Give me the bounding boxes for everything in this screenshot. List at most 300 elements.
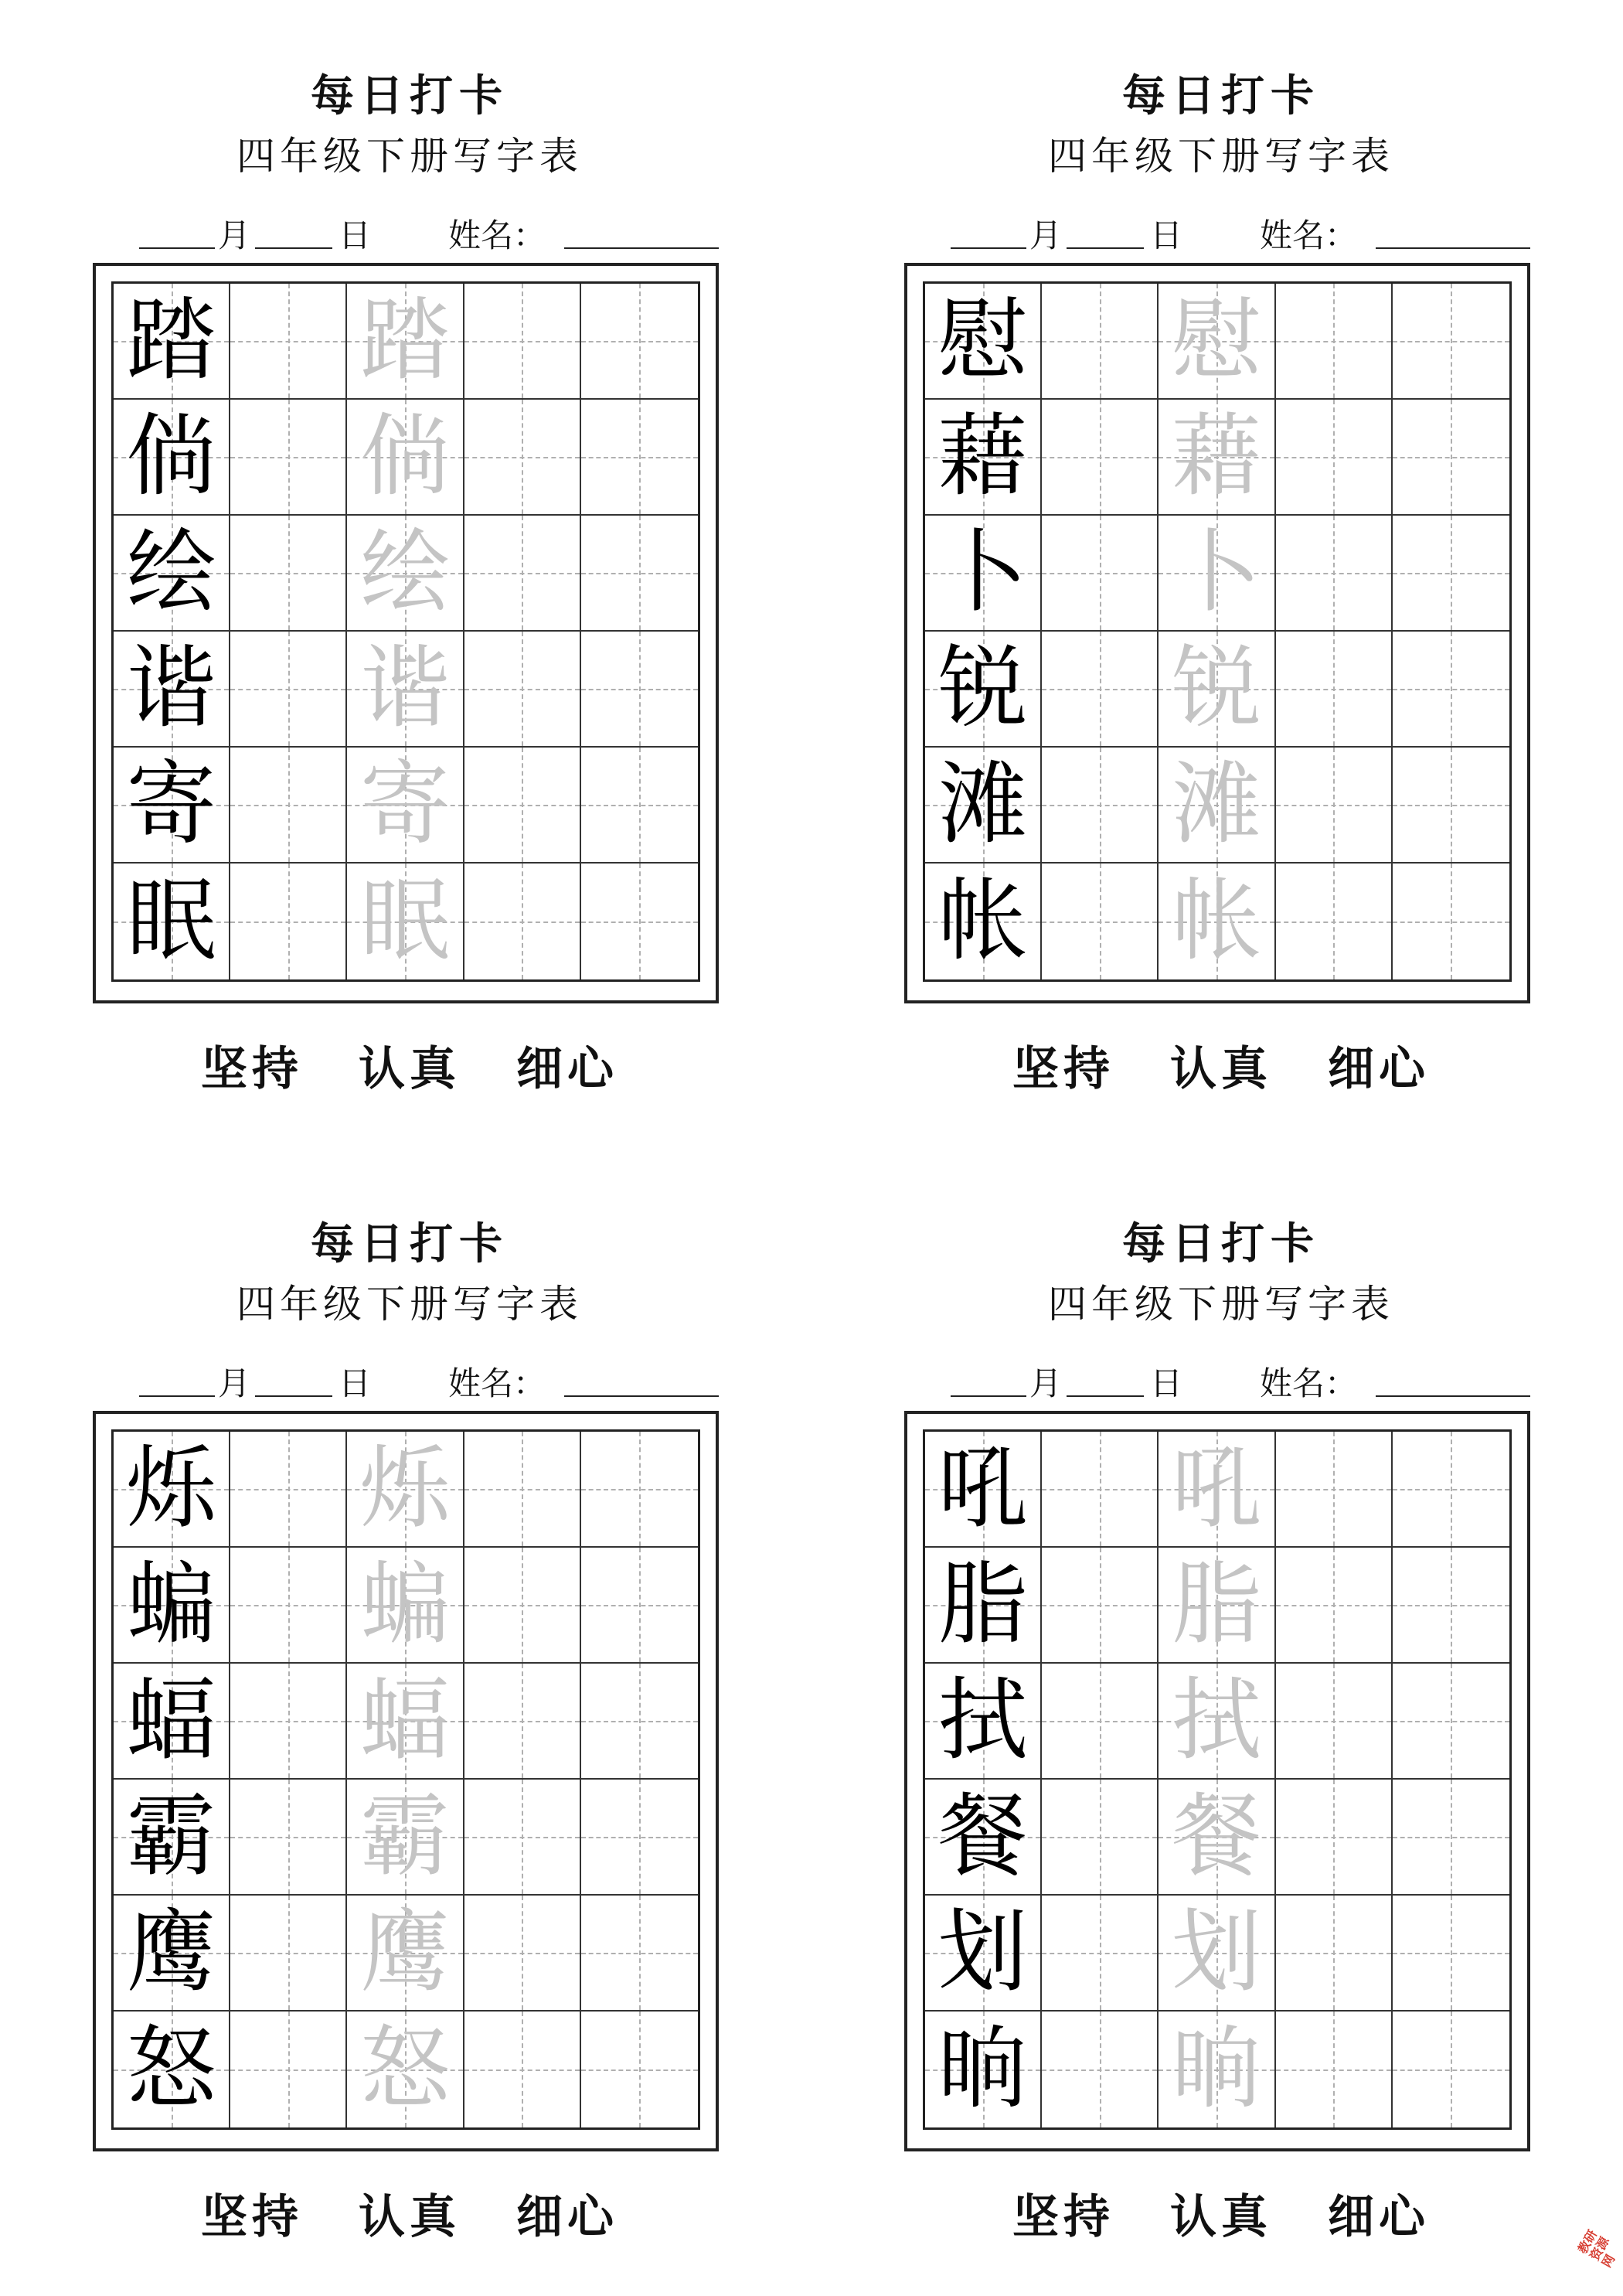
grid-cell[interactable] [1159,632,1275,748]
month-blank[interactable] [951,1358,1026,1397]
cell-guide-horizontal [1393,2069,1509,2071]
month-label: 月 [1029,1364,1063,1402]
grid-cell[interactable] [347,1432,464,1548]
card-subtitle: 四年级下册写字表 [1048,134,1394,179]
grid-cell[interactable] [925,2012,1042,2127]
cell-guide-horizontal [1276,805,1391,806]
model-character: 晌 [937,2017,1028,2121]
grid-cell[interactable] [347,2012,464,2127]
grid-cell[interactable] [1159,1664,1275,1780]
grid-cell[interactable] [581,2012,698,2127]
cell-guide-horizontal [1393,1605,1509,1606]
month-label: 月 [1029,216,1063,254]
practice-grid [111,1429,700,2130]
footer-motto: 坚持 [201,2190,303,2244]
trace-character: 鹰 [359,1900,450,2005]
grid-cell[interactable] [230,516,347,632]
grid-cell[interactable] [925,632,1042,748]
trace-character: 晌 [1171,2017,1261,2121]
grid-cell[interactable] [114,1780,230,1896]
grid-cell[interactable] [1393,748,1509,864]
footer-motto: 细心 [1328,2190,1430,2244]
model-character: 踏 [126,288,216,393]
trace-character: 霸 [359,1784,450,1889]
grid-cell[interactable] [1393,1896,1509,2012]
trace-character: 卜 [1171,520,1261,625]
grid-cell[interactable] [1276,516,1393,632]
grid-cell[interactable] [230,1780,347,1896]
grid-cell[interactable] [114,284,230,400]
card-title: 每日打卡 [1122,70,1320,121]
model-character: 划 [937,1900,1028,2005]
cell-guide-horizontal [464,805,580,806]
grid-cell[interactable] [1276,748,1393,864]
cell-guide-horizontal [1393,921,1509,923]
grid-cell[interactable] [114,748,230,864]
grid-cell[interactable] [1276,1780,1393,1896]
trace-character: 帐 [1171,869,1261,973]
cell-guide-horizontal [1393,1721,1509,1722]
grid-cell[interactable] [347,748,464,864]
grid-cell[interactable] [464,400,581,516]
footer-motto: 认真 [359,2190,461,2244]
model-character: 吼 [937,1436,1028,1541]
cell-guide-horizontal [1276,921,1391,923]
watermark-stamp: 教研资源网 [1574,2227,1618,2270]
trace-character: 滩 [1171,752,1261,857]
cell-guide-horizontal [581,805,698,806]
grid-frame [904,1411,1530,2151]
date-name-row [904,210,1538,257]
footer-motto: 细心 [516,2190,618,2244]
grid-cell[interactable] [581,1896,698,2012]
trace-character: 脂 [1171,1552,1261,1657]
cell-guide-horizontal [581,457,698,458]
footer-motto: 坚持 [1012,2190,1114,2244]
grid-cell[interactable] [347,516,464,632]
grid-cell[interactable] [581,748,698,864]
cell-guide-horizontal [1042,2069,1157,2071]
trace-character: 餐 [1171,1784,1261,1889]
cell-guide-horizontal [1276,2069,1391,2071]
grid-cell[interactable] [1276,864,1393,979]
grid-cell[interactable] [347,284,464,400]
day-blank[interactable] [1067,210,1144,249]
grid-cell[interactable] [1276,2012,1393,2127]
grid-cell[interactable] [114,1664,230,1780]
day-label: 日 [339,216,372,254]
grid-cell[interactable] [581,1780,698,1896]
grid-cell[interactable] [925,516,1042,632]
card-subtitle: 四年级下册写字表 [236,1282,583,1327]
grid-cell[interactable] [1042,1780,1159,1896]
grid-cell[interactable] [347,1896,464,2012]
month-label: 月 [218,216,251,254]
cell-guide-horizontal [581,1721,698,1722]
cell-guide-horizontal [1393,1953,1509,1954]
trace-character: 锐 [1171,636,1261,741]
grid-frame [93,263,719,1003]
trace-character: 蝠 [359,1668,450,1773]
cell-guide-horizontal [464,1953,580,1954]
grid-cell[interactable] [1393,1664,1509,1780]
cell-guide-horizontal [581,1489,698,1490]
grid-cell[interactable] [230,632,347,748]
practice-grid [111,281,700,982]
model-character: 藉 [937,404,1028,509]
grid-cell[interactable] [114,1896,230,2012]
cell-guide-horizontal [1042,805,1157,806]
cell-guide-horizontal [464,1489,580,1490]
footer-motto: 坚持 [1012,1042,1114,1096]
cell-guide-horizontal [1042,1605,1157,1606]
model-character: 蝠 [126,1668,216,1773]
grid-cell[interactable] [925,1896,1042,2012]
trace-character: 蝙 [359,1552,450,1657]
cell-guide-horizontal [230,2069,345,2071]
grid-cell[interactable] [230,1432,347,1548]
grid-cell[interactable] [1159,748,1275,864]
cell-guide-horizontal [230,1953,345,1954]
grid-cell[interactable] [1042,400,1159,516]
footer-motto: 认真 [1170,2190,1272,2244]
grid-cell[interactable] [230,284,347,400]
card-footer [904,1032,1538,1096]
trace-character: 划 [1171,1900,1261,2005]
model-character: 滩 [937,752,1028,857]
grid-cell[interactable] [1042,748,1159,864]
grid-cell[interactable] [464,1896,581,2012]
cell-guide-horizontal [1393,573,1509,574]
grid-cell[interactable] [581,400,698,516]
cell-guide-horizontal [1042,457,1157,458]
grid-cell[interactable] [1393,516,1509,632]
trace-character: 慰 [1171,288,1261,393]
grid-cell[interactable] [464,1780,581,1896]
cell-guide-horizontal [230,341,345,342]
grid-cell[interactable] [1042,1432,1159,1548]
cell-guide-horizontal [1393,689,1509,690]
practice-card [93,0,726,1098]
cell-guide-horizontal [230,805,345,806]
cell-guide-horizontal [1276,1837,1391,1838]
grid-cell[interactable] [1276,400,1393,516]
grid-cell[interactable] [114,864,230,979]
model-character: 帐 [937,869,1028,973]
model-character: 烁 [126,1436,216,1541]
cell-guide-horizontal [1042,689,1157,690]
grid-cell[interactable] [114,2012,230,2127]
grid-cell[interactable] [1042,864,1159,979]
cell-guide-horizontal [1042,1953,1157,1954]
grid-cell[interactable] [1042,516,1159,632]
grid-cell[interactable] [1042,1664,1159,1780]
grid-cell[interactable] [464,632,581,748]
grid-cell[interactable] [925,864,1042,979]
grid-cell[interactable] [925,1780,1042,1896]
grid-cell[interactable] [925,1664,1042,1780]
cell-guide-horizontal [464,2069,580,2071]
name-blank[interactable] [564,1358,719,1397]
cell-guide-horizontal [230,573,345,574]
grid-cell[interactable] [1393,632,1509,748]
grid-cell[interactable] [1276,1548,1393,1664]
grid-cell[interactable] [581,632,698,748]
cell-guide-horizontal [1276,1953,1391,1954]
cell-guide-horizontal [464,573,580,574]
grid-cell[interactable] [347,864,464,979]
grid-cell[interactable] [230,2012,347,2127]
cell-guide-horizontal [1393,1489,1509,1490]
month-blank[interactable] [951,210,1026,249]
footer-motto: 坚持 [201,1042,303,1096]
grid-cell[interactable] [464,2012,581,2127]
cell-guide-horizontal [464,457,580,458]
grid-cell[interactable] [1393,1780,1509,1896]
grid-cell[interactable] [347,400,464,516]
model-character: 锐 [937,636,1028,741]
grid-cell[interactable] [925,400,1042,516]
grid-cell[interactable] [114,1432,230,1548]
cell-guide-horizontal [230,1605,345,1606]
cell-guide-horizontal [1276,1721,1391,1722]
grid-cell[interactable] [1159,1432,1275,1548]
cell-guide-horizontal [1393,805,1509,806]
cell-guide-horizontal [230,689,345,690]
model-character: 餐 [937,1784,1028,1889]
grid-cell[interactable] [114,632,230,748]
grid-cell[interactable] [581,1432,698,1548]
model-character: 眠 [126,869,216,973]
grid-cell[interactable] [1393,864,1509,979]
grid-cell[interactable] [1159,1780,1275,1896]
cell-guide-horizontal [1276,573,1391,574]
day-blank[interactable] [1067,1358,1144,1397]
grid-cell[interactable] [114,400,230,516]
month-blank[interactable] [139,210,215,249]
grid-cell[interactable] [581,1664,698,1780]
grid-cell[interactable] [925,1432,1042,1548]
card-title: 每日打卡 [311,1218,509,1269]
grid-cell[interactable] [925,284,1042,400]
grid-cell[interactable] [464,748,581,864]
trace-character: 吼 [1171,1436,1261,1541]
day-blank[interactable] [255,1358,332,1397]
grid-cell[interactable] [1159,284,1275,400]
practice-card [904,1148,1538,2246]
day-label: 日 [1150,216,1183,254]
day-label: 日 [339,1364,372,1402]
grid-cell[interactable] [925,748,1042,864]
cell-guide-horizontal [581,341,698,342]
cell-guide-horizontal [1276,457,1391,458]
cell-guide-horizontal [581,1837,698,1838]
grid-cell[interactable] [230,748,347,864]
practice-grid [923,1429,1512,2130]
grid-cell[interactable] [1159,864,1275,979]
month-blank[interactable] [139,1358,215,1397]
grid-cell[interactable] [347,1664,464,1780]
grid-cell[interactable] [230,1548,347,1664]
grid-cell[interactable] [114,516,230,632]
grid-frame [93,1411,719,2151]
grid-cell[interactable] [464,864,581,979]
practice-grid [923,281,1512,982]
cell-guide-horizontal [581,2069,698,2071]
cell-guide-horizontal [230,1721,345,1722]
grid-cell[interactable] [1393,2012,1509,2127]
grid-cell[interactable] [1159,2012,1275,2127]
model-character: 蝙 [126,1552,216,1657]
cell-guide-horizontal [1393,341,1509,342]
grid-cell[interactable] [581,864,698,979]
grid-cell[interactable] [1276,1432,1393,1548]
trace-character: 眠 [359,869,450,973]
model-character: 谐 [126,636,216,741]
month-label: 月 [218,1364,251,1402]
grid-cell[interactable] [464,284,581,400]
footer-motto: 细心 [1328,1042,1430,1096]
cell-guide-horizontal [230,1837,345,1838]
trace-character: 藉 [1171,404,1261,509]
grid-frame [904,263,1530,1003]
cell-guide-horizontal [1276,1489,1391,1490]
grid-cell[interactable] [230,864,347,979]
model-character: 怒 [126,2017,216,2121]
cell-guide-horizontal [1042,1489,1157,1490]
grid-cell[interactable] [1393,1548,1509,1664]
name-blank[interactable] [1376,210,1530,249]
name-label: 姓名： [1260,216,1358,254]
grid-cell[interactable] [1276,1664,1393,1780]
card-footer [904,2180,1538,2244]
grid-cell[interactable] [1042,632,1159,748]
name-label: 姓名： [448,216,546,254]
grid-cell[interactable] [581,284,698,400]
model-character: 霸 [126,1784,216,1889]
card-title: 每日打卡 [311,70,509,121]
grid-cell[interactable] [1393,284,1509,400]
grid-cell[interactable] [230,400,347,516]
grid-cell[interactable] [114,1548,230,1664]
trace-character: 绘 [359,520,450,625]
date-name-row [904,1358,1538,1405]
cell-guide-horizontal [581,1605,698,1606]
name-blank[interactable] [1376,1358,1530,1397]
cell-guide-horizontal [1042,921,1157,923]
grid-cell[interactable] [230,1664,347,1780]
practice-card [904,0,1538,1098]
name-blank[interactable] [564,210,719,249]
card-footer [93,1032,726,1096]
model-character: 寄 [126,752,216,857]
cell-guide-horizontal [464,341,580,342]
date-name-row [93,1358,726,1405]
trace-character: 寄 [359,752,450,857]
cell-guide-horizontal [230,921,345,923]
grid-cell[interactable] [464,1548,581,1664]
practice-card [93,1148,726,2246]
model-character: 脂 [937,1552,1028,1657]
grid-cell[interactable] [1159,400,1275,516]
trace-character: 怒 [359,2017,450,2121]
trace-character: 踏 [359,288,450,393]
model-character: 绘 [126,520,216,625]
trace-character: 倘 [359,404,450,509]
cell-guide-horizontal [230,1489,345,1490]
grid-cell[interactable] [1159,1896,1275,2012]
cell-guide-horizontal [1042,1721,1157,1722]
model-character: 卜 [937,520,1028,625]
card-footer [93,2180,726,2244]
grid-cell[interactable] [1159,1548,1275,1664]
cell-guide-horizontal [581,689,698,690]
day-label: 日 [1150,1364,1183,1402]
grid-cell[interactable] [1276,632,1393,748]
grid-cell[interactable] [581,516,698,632]
card-subtitle: 四年级下册写字表 [236,134,583,179]
cell-guide-horizontal [1042,573,1157,574]
trace-character: 拭 [1171,1668,1261,1773]
day-blank[interactable] [255,210,332,249]
grid-cell[interactable] [464,1432,581,1548]
model-character: 倘 [126,404,216,509]
grid-cell[interactable] [464,516,581,632]
cell-guide-horizontal [581,573,698,574]
grid-cell[interactable] [1042,2012,1159,2127]
cell-guide-horizontal [1276,689,1391,690]
grid-cell[interactable] [347,1780,464,1896]
footer-motto: 认真 [1170,1042,1272,1096]
card-subtitle: 四年级下册写字表 [1048,1282,1394,1327]
grid-cell[interactable] [1393,1432,1509,1548]
name-label: 姓名： [448,1364,546,1402]
grid-cell[interactable] [581,1548,698,1664]
grid-cell[interactable] [1276,284,1393,400]
trace-character: 谐 [359,636,450,741]
trace-character: 烁 [359,1436,450,1541]
grid-cell[interactable] [1042,1548,1159,1664]
grid-cell[interactable] [1276,1896,1393,2012]
grid-cell[interactable] [230,1896,347,2012]
grid-cell[interactable] [1393,400,1509,516]
grid-cell[interactable] [1159,516,1275,632]
model-character: 鹰 [126,1900,216,2005]
footer-motto: 认真 [359,1042,461,1096]
footer-motto: 细心 [516,1042,618,1096]
grid-cell[interactable] [347,1548,464,1664]
cell-guide-horizontal [1393,1837,1509,1838]
name-label: 姓名： [1260,1364,1358,1402]
card-title: 每日打卡 [1122,1218,1320,1269]
grid-cell[interactable] [925,1548,1042,1664]
cell-guide-horizontal [1276,1605,1391,1606]
cell-guide-horizontal [1042,341,1157,342]
grid-cell[interactable] [1042,1896,1159,2012]
grid-cell[interactable] [347,632,464,748]
cell-guide-horizontal [464,689,580,690]
grid-cell[interactable] [464,1664,581,1780]
model-character: 慰 [937,288,1028,393]
grid-cell[interactable] [1042,284,1159,400]
model-character: 拭 [937,1668,1028,1773]
cell-guide-horizontal [581,1953,698,1954]
cell-guide-horizontal [581,921,698,923]
date-name-row [93,210,726,257]
cell-guide-horizontal [1042,1837,1157,1838]
cell-guide-horizontal [464,921,580,923]
cell-guide-horizontal [1393,457,1509,458]
